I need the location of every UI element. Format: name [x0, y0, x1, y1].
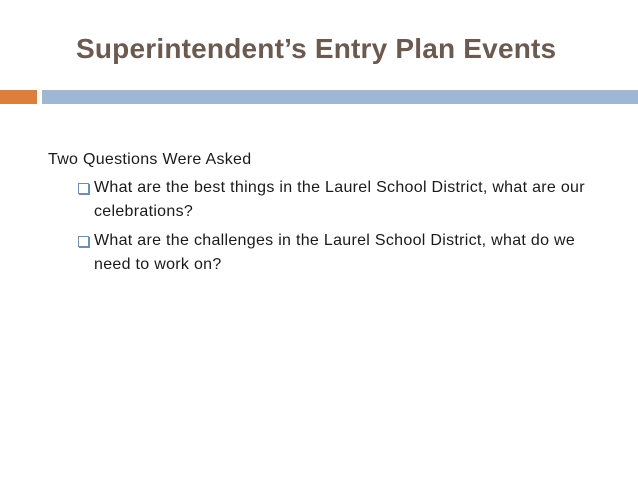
square-bullet-icon	[78, 183, 89, 194]
list-item	[48, 229, 608, 277]
question-list	[48, 176, 608, 277]
slide-body	[48, 148, 608, 282]
body-heading: Two Questions Were Asked	[48, 151, 252, 168]
slide-title: Superintendent’s Entry Plan Events	[76, 33, 557, 64]
title-accent-bar-orange	[0, 90, 37, 104]
square-bullet-icon	[78, 236, 89, 247]
question-text: What are the best things in the Laurel School District, what are our celebrations?	[94, 179, 585, 220]
question-text: What are the challenges in the Laurel School District, what do we need to work on?	[94, 232, 576, 273]
title-accent-bar-blue	[42, 90, 638, 104]
list-item	[48, 176, 608, 224]
